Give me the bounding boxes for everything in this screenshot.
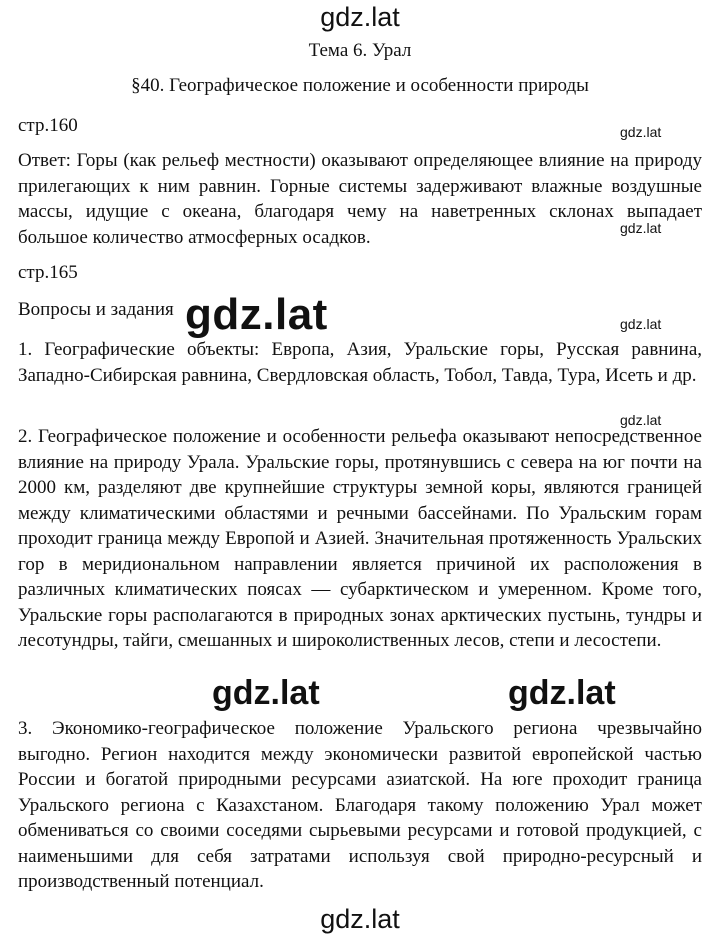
watermark-small-4: gdz.lat (620, 412, 662, 428)
section-title: §40. Географическое положение и особенности природы (131, 75, 589, 96)
watermark-small-2: gdz.lat (620, 220, 662, 236)
watermark-mid-left: gdz.lat (212, 674, 320, 712)
watermark-top: gdz.lat (320, 2, 400, 32)
question-item-3: 3. Экономико-географическое положение Уральского региона чрезвычайно выгодно. Регион находится между экономически развитой европейской частью России и богатой природными ресурсами азиатской. На юге проходит граница Уральского региона с Казахстаном. Благодаря такому положению Урал может обмениваться со своими соседями сырьевыми ресурсами и готовой продукцией, с наименьшими для себя затратами используя свой природно-ресурсный и производственный потенциал. (18, 718, 702, 892)
topic-title: Тема 6. Урал (308, 40, 412, 61)
watermark-small-1: gdz.lat (620, 124, 662, 140)
question-item-1: 1. Географические объекты: Европа, Азия, Уральские горы, Русская равнина, Западно-Сибирская равнина, Свердловская область, Тобол, Тавда, Тура, Исеть и др. (18, 339, 702, 386)
page-number-160: стр.160 (18, 115, 78, 136)
watermark-mid-right: gdz.lat (508, 674, 616, 712)
page-number-165: стр.165 (18, 262, 78, 283)
answer-paragraph: Ответ: Горы (как рельеф местности) оказывают определяющее влияние на природу прилегающих к ним равнин. Горные системы задерживают влажные воздушные массы, идущие с океана, благодаря чему на наветренных склонах выпадает большое количество атмосферных осадков. (18, 150, 702, 248)
watermark-bottom: gdz.lat (320, 904, 400, 934)
watermark-big: gdz.lat (185, 290, 328, 339)
question-item-2: 2. Географическое положение и особенности рельефа оказывают непосредственное влияние на природу Урала. Уральские горы, протянувшись с севера на юг почти на 2000 км, разделяют две крупнейшие структуры земной коры, являются границей между климатическими областями и речными бассейнами. По Уральским горам проходит граница между Европой и Азией. Значительная протяженность Уральских гор в меридиональном направлении является причиной их расположения в различных климатических поясах — субарктическом и умеренном. Кроме того, Уральские горы располагаются в природных зонах арктических пустынь, тундры и лесотундры, тайги, смешанных и широколиственных лесов, степи и лесостепи. (18, 426, 702, 651)
watermark-small-3: gdz.lat (620, 316, 662, 332)
questions-heading: Вопросы и задания (18, 299, 174, 320)
